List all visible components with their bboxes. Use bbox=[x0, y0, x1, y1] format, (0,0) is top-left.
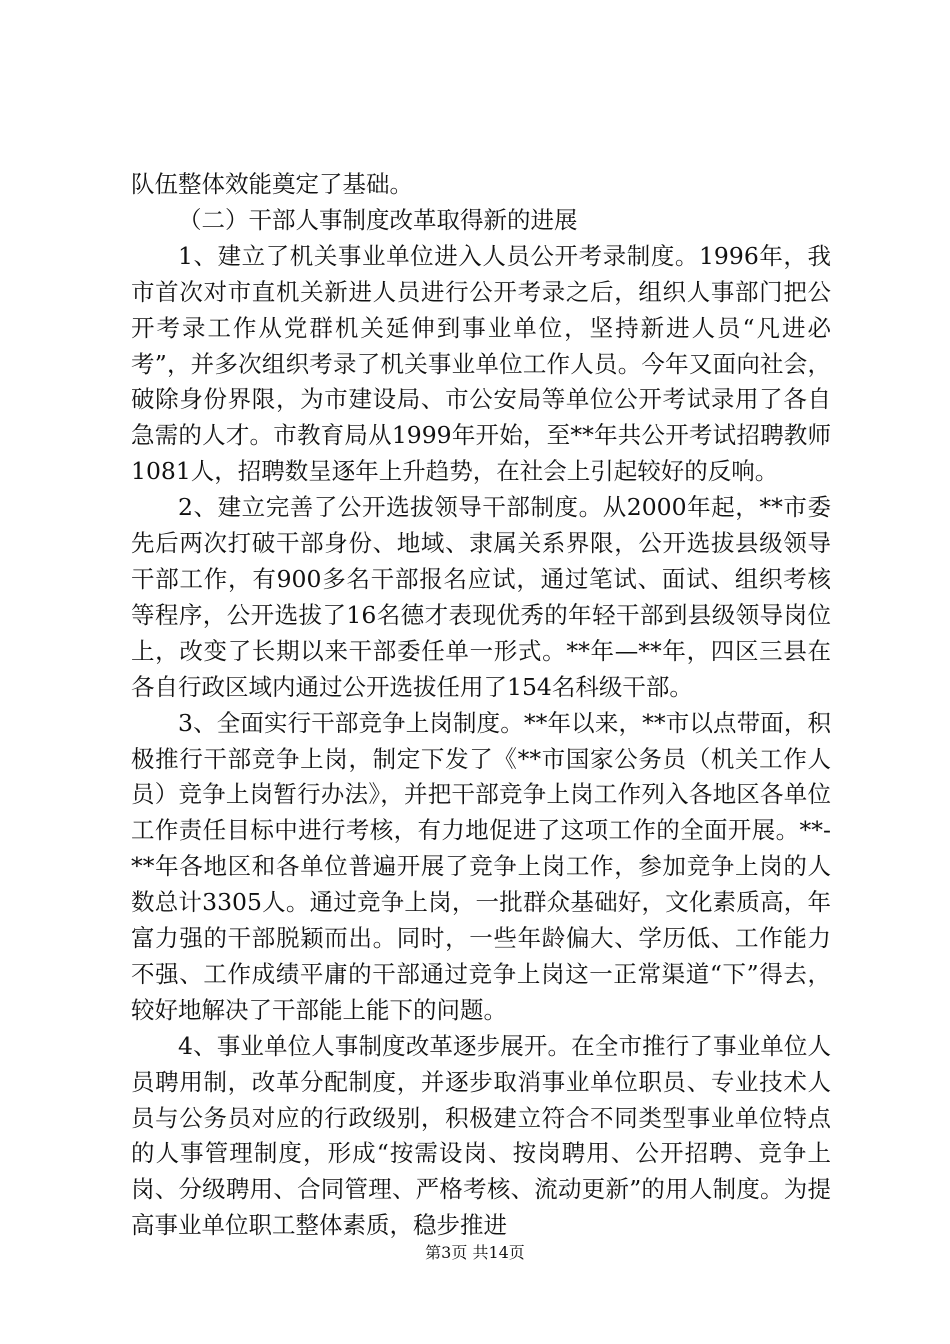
page-number-footer: 第3页 共14页 bbox=[425, 1243, 525, 1262]
paragraph-item-4: 4、事业单位人事制度改革逐步展开。在全市推行了事业单位人员聘用制，改革分配制度，并逐步取消事业单位职员、专业技术人员与公务员对应的行政级别，积极建立符合不同类型事业单位特点的人事管理制度，形成“按需设岗、按岗聘用、公开招聘、竞争上岗、分级聘用、合同管理、严格考核、流动更新”的用人制度。为提高事业单位职工整体素质，稳步推进 bbox=[131, 1031, 831, 1240]
section-heading: （二）干部人事制度改革取得新的进展 bbox=[178, 205, 578, 234]
paragraph-item-3: 3、全面实行干部竞争上岗制度。**年以来，**市以点带面，积极推行干部竞争上岗，制定下发了《**市国家公务员（机关工作人员）竞争上岗暂行办法》，并把干部竞争上岗工作列入各地区各单位工作责任目标中进行考核，有力地促进了这项工作的全面开展。**-**年各地区和各单位普遍开展了竞争上岗工作，参加竞争上岗的人数总计3305人。通过竞争上岗，一批群众基础好，文化素质高，年富力强的干部脱颖而出。同时，一些年龄偏大、学历低、工作能力不强、工作成绩平庸的干部通过竞争上岗这一正常渠道“下”得去，较好地解决了干部能上能下的问题。 bbox=[131, 708, 831, 1024]
paragraph-item-1: 1、建立了机关事业单位进入人员公开考录制度。1996年，我市首次对市直机关新进人员进行公开考录之后，组织人事部门把公开考录工作从党群机关延伸到事业单位，坚持新进人员“凡进必考”，并多次组织考录了机关事业单位工作人员。今年又面向社会，破除身份界限，为市建设局、市公安局等单位公开考试录用了各自急需的人才。市教育局从1999年开始，至**年共公开考试招聘教师1081人，招聘数呈逐年上升趋势，在社会上引起较好的反响。 bbox=[131, 241, 831, 486]
paragraph-item-2: 2、建立完善了公开选拔领导干部制度。从2000年起，**市委先后两次打破干部身份、地域、隶属关系界限，公开选拔县级领导干部工作，有900多名干部报名应试，通过笔试、面试、组织考核等程序，公开选拔了16名德才表现优秀的年轻干部到县级领导岗位上，改变了长期以来干部委任单一形式。**年—**年，四区三县在各自行政区域内通过公开选拔任用了154名科级干部。 bbox=[131, 493, 831, 701]
document-body bbox=[131, 167, 831, 1244]
paragraph-continuation: 队伍整体效能奠定了基础。 bbox=[131, 170, 413, 198]
